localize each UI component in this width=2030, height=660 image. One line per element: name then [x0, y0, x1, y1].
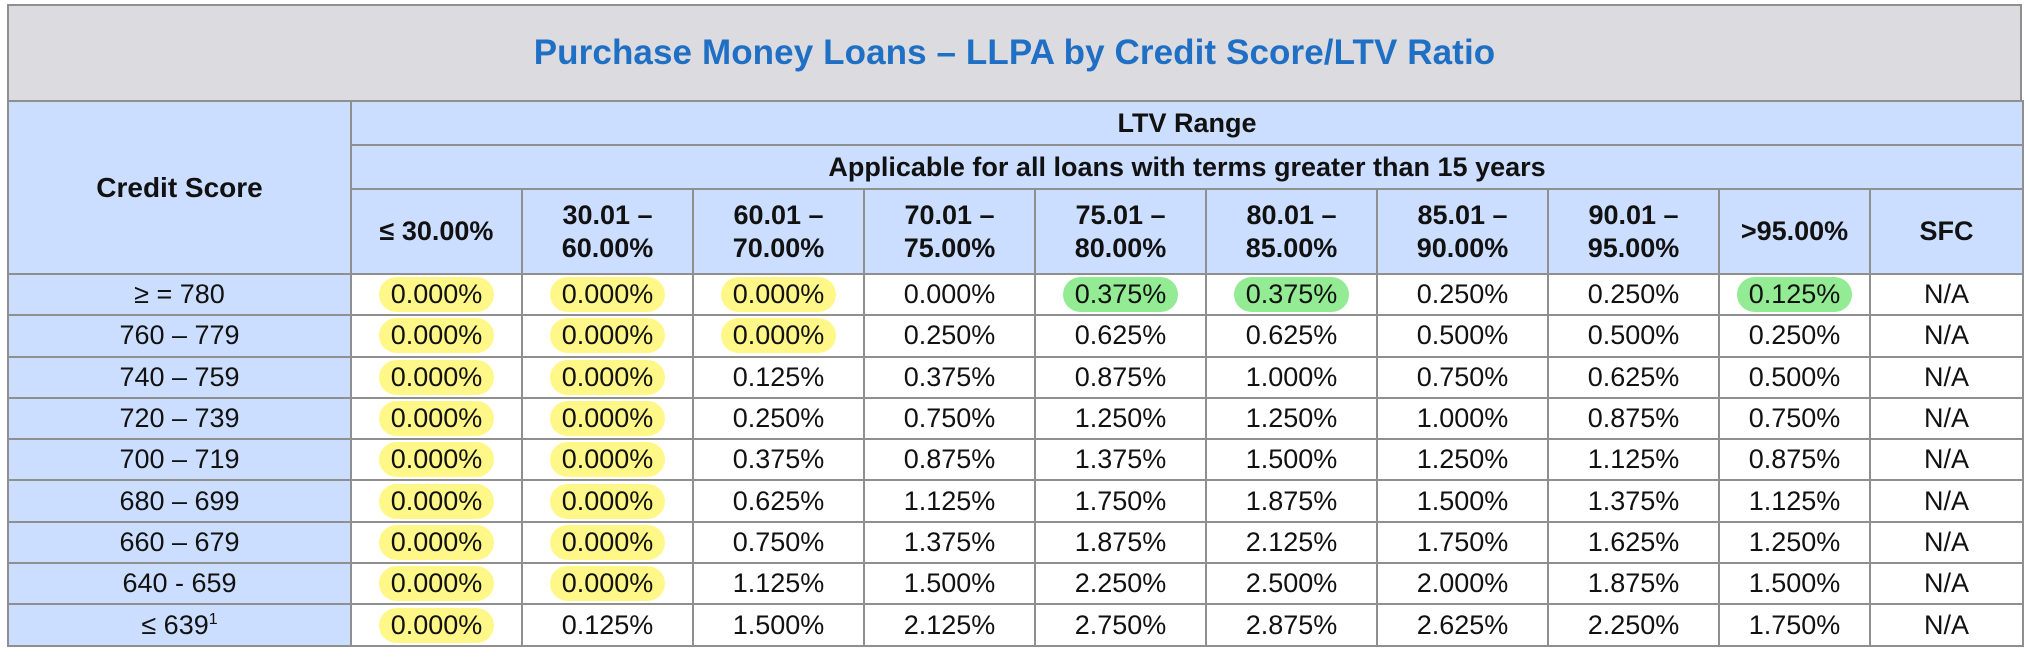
llpa-value: 2.125% — [1245, 526, 1338, 557]
llpa-value-cell — [1035, 563, 1206, 604]
credit-score-label: ≥ = 780 — [134, 279, 225, 310]
llpa-value: 1.875% — [1587, 568, 1680, 599]
highlighted-value: 0.000% — [550, 442, 666, 477]
llpa-value-cell — [522, 357, 693, 398]
credit-score-header: Credit Score — [8, 101, 351, 274]
table-body — [8, 274, 2023, 646]
credit-score-label: ≤ 639 — [141, 609, 209, 640]
llpa-value: 0.000% — [903, 279, 996, 310]
llpa-value-cell — [351, 563, 522, 604]
ltv-column-header — [693, 189, 864, 274]
llpa-value-cell — [693, 604, 864, 645]
llpa-value-cell — [1719, 563, 1870, 604]
llpa-value: 1.625% — [1587, 526, 1680, 557]
llpa-value-cell — [1548, 315, 1719, 356]
llpa-value-cell — [864, 439, 1035, 480]
llpa-value-cell — [351, 315, 522, 356]
llpa-value: 0.750% — [903, 403, 996, 434]
credit-score-cell — [8, 522, 351, 563]
llpa-value-cell — [1719, 522, 1870, 563]
llpa-value: 0.875% — [1587, 403, 1680, 434]
table-row — [8, 274, 2023, 315]
llpa-value-cell — [1548, 357, 1719, 398]
llpa-value: 0.625% — [1245, 320, 1338, 351]
highlighted-value: 0.000% — [550, 360, 666, 395]
highlighted-value: 0.000% — [379, 525, 495, 560]
llpa-value-cell — [1206, 439, 1377, 480]
column-header-line: 80.01 – — [1246, 199, 1337, 230]
ltv-column-header — [1035, 189, 1206, 274]
llpa-value-cell — [1206, 315, 1377, 356]
credit-score-cell — [8, 563, 351, 604]
llpa-value: 2.625% — [1416, 609, 1509, 640]
table-row — [8, 563, 2023, 604]
llpa-value-cell — [1870, 563, 2023, 604]
table-row — [8, 315, 2023, 356]
llpa-value-cell — [1548, 563, 1719, 604]
llpa-value-cell — [1377, 563, 1548, 604]
llpa-value-cell — [693, 274, 864, 315]
llpa-value-cell — [1206, 563, 1377, 604]
credit-score-cell — [8, 398, 351, 439]
llpa-value-cell — [1870, 604, 2023, 645]
column-header-line: 80.00% — [1074, 232, 1167, 263]
table-row — [8, 439, 2023, 480]
llpa-value: 2.750% — [1074, 609, 1167, 640]
llpa-value: 1.875% — [1245, 485, 1338, 516]
llpa-value-cell — [351, 398, 522, 439]
highlighted-value: 0.375% — [1063, 277, 1179, 312]
table-row — [8, 357, 2023, 398]
llpa-value-cell — [1870, 274, 2023, 315]
column-header-line: 70.01 – — [904, 199, 995, 230]
credit-score-cell — [8, 439, 351, 480]
llpa-value: 1.750% — [1416, 526, 1509, 557]
llpa-value-cell — [1035, 480, 1206, 521]
table-row — [8, 480, 2023, 521]
credit-score-cell — [8, 357, 351, 398]
llpa-value-cell — [1206, 398, 1377, 439]
llpa-value-cell — [1377, 357, 1548, 398]
ltv-column-header — [1206, 189, 1377, 274]
llpa-value-cell — [1377, 522, 1548, 563]
llpa-value: 0.500% — [1748, 361, 1841, 392]
footnote-marker: 1 — [208, 610, 218, 628]
llpa-value: 1.375% — [1587, 485, 1680, 516]
llpa-value: N/A — [1924, 403, 1970, 434]
llpa-value: 1.375% — [903, 526, 996, 557]
llpa-value-cell — [1035, 357, 1206, 398]
llpa-value: 0.250% — [903, 320, 996, 351]
llpa-value-cell — [1206, 480, 1377, 521]
llpa-value-cell — [1035, 398, 1206, 439]
column-header-line: 85.00% — [1245, 232, 1338, 263]
llpa-table — [7, 100, 2024, 647]
llpa-value: 1.375% — [1074, 444, 1167, 475]
ltv-column-header: >95.00% — [1719, 189, 1870, 274]
llpa-value: 1.750% — [1074, 485, 1167, 516]
llpa-value-cell — [1377, 439, 1548, 480]
llpa-value-cell — [1719, 315, 1870, 356]
llpa-value-cell — [864, 563, 1035, 604]
llpa-value: N/A — [1924, 361, 1970, 392]
llpa-value: 2.250% — [1587, 609, 1680, 640]
llpa-value-cell — [522, 563, 693, 604]
llpa-value-cell — [1377, 274, 1548, 315]
llpa-value: 0.750% — [732, 526, 825, 557]
llpa-value-cell — [1870, 522, 2023, 563]
llpa-value-cell — [1377, 480, 1548, 521]
highlighted-value: 0.000% — [550, 566, 666, 601]
llpa-value: 1.000% — [1416, 403, 1509, 434]
llpa-value-cell — [1548, 522, 1719, 563]
llpa-value-cell — [1719, 439, 1870, 480]
llpa-value-cell — [1035, 315, 1206, 356]
llpa-value-cell — [864, 274, 1035, 315]
llpa-value: 1.250% — [1416, 444, 1509, 475]
llpa-value-cell — [1719, 357, 1870, 398]
highlighted-value: 0.000% — [550, 525, 666, 560]
llpa-value: 1.500% — [1416, 485, 1509, 516]
llpa-value-cell — [1206, 274, 1377, 315]
llpa-value: N/A — [1924, 526, 1970, 557]
llpa-value-cell — [1377, 315, 1548, 356]
llpa-value: N/A — [1924, 609, 1970, 640]
column-header-line: 30.01 – — [562, 199, 653, 230]
column-header-line: 60.01 – — [733, 199, 824, 230]
ltv-column-header — [522, 189, 693, 274]
llpa-value-cell — [693, 357, 864, 398]
llpa-value-cell — [522, 480, 693, 521]
llpa-value-cell — [1377, 398, 1548, 439]
llpa-value-cell — [522, 604, 693, 645]
ltv-column-header: SFC — [1870, 189, 2023, 274]
applicability-header: Applicable for all loans with terms greater than 15 years — [351, 145, 2023, 189]
highlighted-value: 0.000% — [550, 318, 666, 353]
column-header-line: 85.01 – — [1417, 199, 1508, 230]
llpa-value: 1.125% — [1587, 444, 1680, 475]
llpa-value: 0.625% — [1074, 320, 1167, 351]
credit-score-label: 660 – 679 — [119, 526, 240, 557]
llpa-value: 2.000% — [1416, 568, 1509, 599]
llpa-value-cell — [1035, 274, 1206, 315]
table-row — [8, 604, 2023, 645]
llpa-value: 0.375% — [732, 444, 825, 475]
title-bar — [7, 4, 2022, 100]
column-header-line: 60.00% — [561, 232, 654, 263]
llpa-value-cell — [864, 604, 1035, 645]
highlighted-value: 0.000% — [379, 318, 495, 353]
llpa-value: 1.500% — [1245, 444, 1338, 475]
highlighted-value: 0.000% — [379, 277, 495, 312]
llpa-value: N/A — [1924, 568, 1970, 599]
llpa-value-cell — [693, 480, 864, 521]
llpa-value-cell — [864, 315, 1035, 356]
llpa-value-cell — [522, 274, 693, 315]
column-header-line: 70.00% — [732, 232, 825, 263]
llpa-value: 2.125% — [903, 609, 996, 640]
llpa-value: N/A — [1924, 485, 1970, 516]
llpa-value: 1.250% — [1245, 403, 1338, 434]
credit-score-cell — [8, 315, 351, 356]
llpa-value: 0.500% — [1416, 320, 1509, 351]
column-header-line: 95.00% — [1587, 232, 1680, 263]
llpa-value: 1.250% — [1074, 403, 1167, 434]
llpa-value: 1.750% — [1748, 609, 1841, 640]
llpa-table-frame — [7, 4, 2022, 647]
llpa-value: 2.250% — [1074, 568, 1167, 599]
credit-score-cell — [8, 274, 351, 315]
llpa-value: 0.125% — [732, 361, 825, 392]
llpa-value: N/A — [1924, 444, 1970, 475]
llpa-value-cell — [864, 522, 1035, 563]
llpa-value: N/A — [1924, 320, 1970, 351]
llpa-value-cell — [351, 357, 522, 398]
ltv-column-header — [1548, 189, 1719, 274]
llpa-value-cell — [522, 439, 693, 480]
llpa-value: 0.875% — [903, 444, 996, 475]
llpa-value: 0.250% — [1416, 279, 1509, 310]
credit-score-cell — [8, 604, 351, 645]
highlighted-value: 0.000% — [721, 277, 837, 312]
llpa-value-cell — [1035, 604, 1206, 645]
llpa-value: 0.250% — [1587, 279, 1680, 310]
llpa-value-cell — [693, 439, 864, 480]
llpa-value-cell — [1206, 604, 1377, 645]
llpa-value: 2.875% — [1245, 609, 1338, 640]
llpa-value: 0.500% — [1587, 320, 1680, 351]
highlighted-value: 0.000% — [550, 484, 666, 519]
llpa-value-cell — [864, 357, 1035, 398]
llpa-value-cell — [1206, 357, 1377, 398]
ltv-column-header: ≤ 30.00% — [351, 189, 522, 274]
highlighted-value: 0.000% — [379, 566, 495, 601]
column-header-line: 75.01 – — [1075, 199, 1166, 230]
table-title: Purchase Money Loans – LLPA by Credit Score/LTV Ratio — [533, 33, 1496, 72]
llpa-value-cell — [1206, 522, 1377, 563]
highlighted-value: 0.375% — [1234, 277, 1350, 312]
llpa-value: 0.750% — [1748, 403, 1841, 434]
highlighted-value: 0.000% — [379, 360, 495, 395]
llpa-value: 1.250% — [1748, 526, 1841, 557]
column-header-line: 90.00% — [1416, 232, 1509, 263]
llpa-value: 0.125% — [561, 609, 654, 640]
llpa-value-cell — [1377, 604, 1548, 645]
credit-score-label: 740 – 759 — [119, 361, 240, 392]
credit-score-cell — [8, 480, 351, 521]
llpa-value: 0.250% — [1748, 320, 1841, 351]
llpa-value-cell — [522, 315, 693, 356]
llpa-value: 0.625% — [1587, 361, 1680, 392]
llpa-value-cell — [1035, 522, 1206, 563]
llpa-value: 1.125% — [1748, 485, 1841, 516]
llpa-value: 1.125% — [903, 485, 996, 516]
llpa-value-cell — [1719, 480, 1870, 521]
llpa-value: 0.375% — [903, 361, 996, 392]
llpa-value: 0.875% — [1748, 444, 1841, 475]
llpa-value-cell — [693, 398, 864, 439]
llpa-value-cell — [522, 398, 693, 439]
credit-score-label: 720 – 739 — [119, 403, 240, 434]
llpa-value-cell — [1548, 604, 1719, 645]
llpa-value-cell — [693, 315, 864, 356]
llpa-value: N/A — [1924, 279, 1970, 310]
highlighted-value: 0.000% — [721, 318, 837, 353]
llpa-value-cell — [1548, 274, 1719, 315]
llpa-value: 1.125% — [732, 568, 825, 599]
llpa-value-cell — [1548, 398, 1719, 439]
highlighted-value: 0.125% — [1737, 277, 1853, 312]
llpa-value: 1.500% — [903, 568, 996, 599]
llpa-value-cell — [351, 522, 522, 563]
llpa-value-cell — [864, 398, 1035, 439]
llpa-value-cell — [522, 522, 693, 563]
llpa-value: 1.500% — [1748, 568, 1841, 599]
credit-score-label: 760 – 779 — [119, 320, 240, 351]
llpa-value: 0.750% — [1416, 361, 1509, 392]
ltv-range-header: LTV Range — [351, 101, 2023, 145]
credit-score-label: 640 - 659 — [122, 568, 237, 599]
llpa-value-cell — [1870, 439, 2023, 480]
llpa-value-cell — [1719, 604, 1870, 645]
llpa-value-cell — [693, 522, 864, 563]
llpa-value-cell — [1719, 274, 1870, 315]
table-row — [8, 522, 2023, 563]
table-row — [8, 398, 2023, 439]
highlighted-value: 0.000% — [550, 277, 666, 312]
llpa-value-cell — [351, 480, 522, 521]
llpa-value: 0.250% — [732, 403, 825, 434]
column-header-line: 90.01 – — [1588, 199, 1679, 230]
llpa-value: 0.625% — [732, 485, 825, 516]
llpa-value: 0.875% — [1074, 361, 1167, 392]
llpa-value-cell — [351, 274, 522, 315]
llpa-value-cell — [1870, 480, 2023, 521]
llpa-value: 1.500% — [732, 609, 825, 640]
highlighted-value: 0.000% — [379, 442, 495, 477]
llpa-value-cell — [693, 563, 864, 604]
llpa-value-cell — [1548, 480, 1719, 521]
llpa-value-cell — [1035, 439, 1206, 480]
credit-score-label: 680 – 699 — [119, 485, 240, 516]
llpa-value-cell — [351, 439, 522, 480]
llpa-value-cell — [1719, 398, 1870, 439]
highlighted-value: 0.000% — [379, 401, 495, 436]
llpa-value: 1.000% — [1245, 361, 1338, 392]
highlighted-value: 0.000% — [379, 608, 495, 643]
credit-score-label: 700 – 719 — [119, 444, 240, 475]
ltv-column-header — [864, 189, 1035, 274]
llpa-value: 2.500% — [1245, 568, 1338, 599]
llpa-value-cell — [1548, 439, 1719, 480]
llpa-value: 1.875% — [1074, 526, 1167, 557]
ltv-column-header — [1377, 189, 1548, 274]
llpa-value-cell — [351, 604, 522, 645]
llpa-value-cell — [1870, 357, 2023, 398]
column-header-line: 75.00% — [903, 232, 996, 263]
llpa-value-cell — [1870, 398, 2023, 439]
llpa-value-cell — [1870, 315, 2023, 356]
highlighted-value: 0.000% — [379, 484, 495, 519]
llpa-value-cell — [864, 480, 1035, 521]
highlighted-value: 0.000% — [550, 401, 666, 436]
